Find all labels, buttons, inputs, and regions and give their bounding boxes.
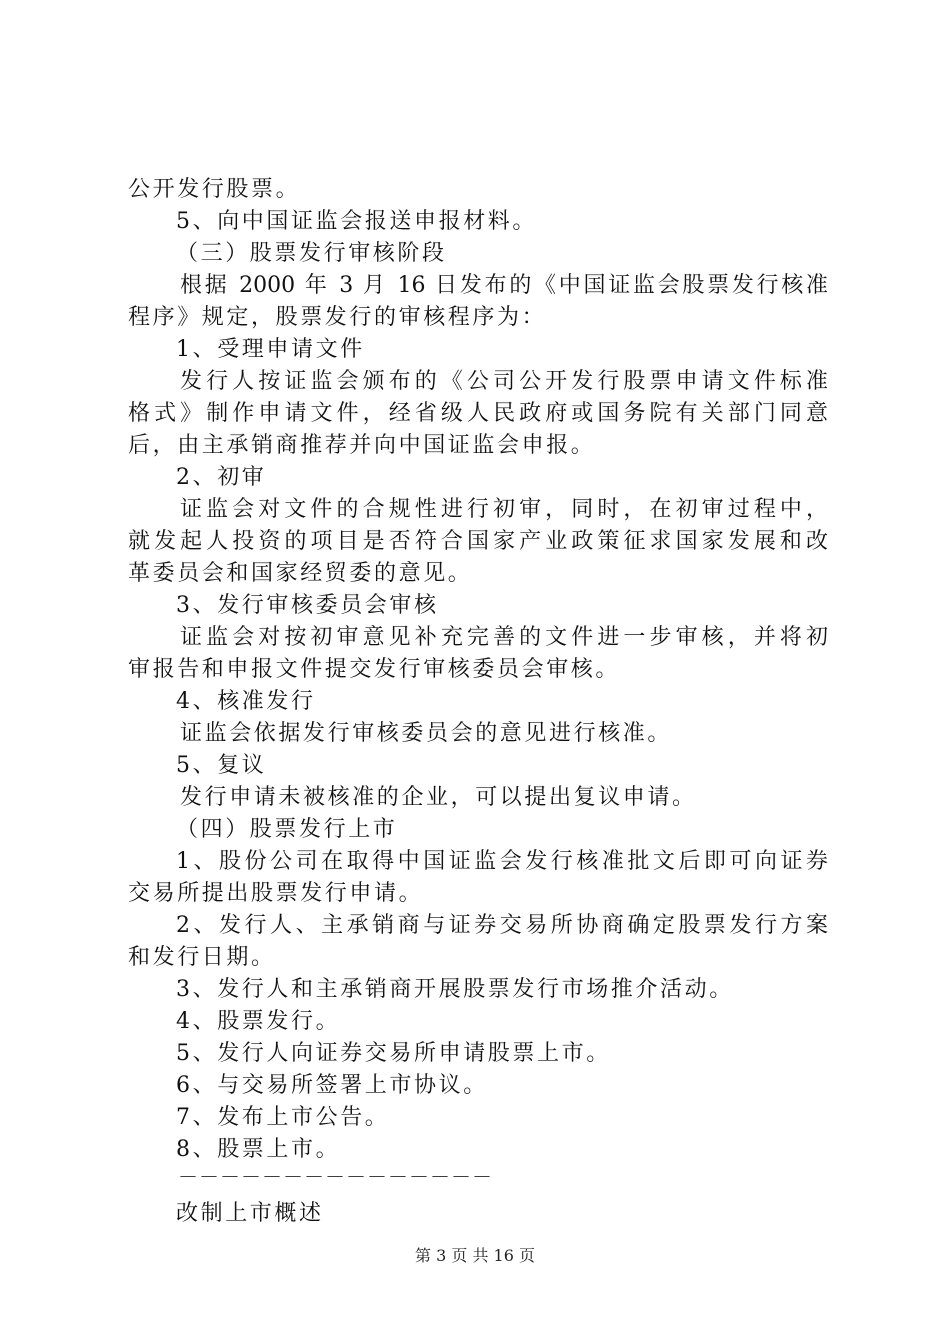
page-number-footer: 第 3 页 共 16 页: [415, 1246, 535, 1265]
subheading: 1、受理申请文件: [176, 337, 365, 362]
text-line: 7、发布上市公告。: [176, 1105, 390, 1130]
text-line: 发行申请未被核准的企业，可以提出复议申请。: [180, 785, 697, 810]
text-line: 程序》规定，股票发行的审核程序为：: [128, 305, 547, 330]
text-line: 发行人按证监会颁布的《公司公开发行股票申请文件标准: [180, 369, 828, 394]
text-line: 3、发行人和主承销商开展股票发行市场推介活动。: [176, 977, 734, 1002]
text-line: 证监会对文件的合规性进行初审，同时，在初审过程中，: [180, 497, 828, 522]
subheading: 2、初审: [176, 465, 267, 490]
text-line: 就发起人投资的项目是否符合国家产业政策征求国家发展和改: [128, 529, 828, 554]
section-heading: （四）股票发行上市: [176, 817, 398, 842]
text-line: 公开发行股票。: [128, 177, 301, 202]
section-heading: （三）股票发行审核阶段: [176, 241, 447, 266]
subheading: 3、发行审核委员会审核: [176, 593, 439, 618]
text-line: 审报告和申报文件提交发行审核委员会审核。: [128, 657, 621, 682]
text-line: 证监会对按初审意见补充完善的文件进一步审核，并将初: [180, 625, 828, 650]
closing-title: 改制上市概述: [176, 1201, 324, 1226]
text-line: 8、股票上市。: [176, 1137, 341, 1162]
text-line: 4、股票发行。: [176, 1009, 341, 1034]
subheading: 4、核准发行: [176, 689, 316, 714]
text-line: 交易所提出股票发行申请。: [128, 881, 424, 906]
text-line: 后，由主承销商推荐并向中国证监会申报。: [128, 433, 596, 458]
text-line: 5、向中国证监会报送申报材料。: [176, 209, 537, 234]
text-line: 革委员会和国家经贸委的意见。: [128, 561, 473, 586]
text-line: 5、发行人向证券交易所申请股票上市。: [176, 1041, 611, 1066]
text-line: 证监会依据发行审核委员会的意见进行核准。: [180, 721, 673, 746]
text-line: 格式》制作申请文件，经省级人民政府或国务院有关部门同意: [128, 401, 828, 426]
text-line: 2、发行人、主承销商与证券交易所协商确定股票发行方案: [176, 913, 828, 938]
text-line: 和发行日期。: [128, 945, 276, 970]
subheading: 5、复议: [176, 753, 267, 778]
text-line: 1、股份公司在取得中国证监会发行核准批文后即可向证券: [176, 849, 828, 874]
text-line: 根据 2000 年 3 月 16 日发布的《中国证监会股票发行核准: [180, 273, 828, 298]
divider-line: －－－－－－－－－－－－－－－: [178, 1165, 493, 1189]
text-line: 6、与交易所签署上市协议。: [176, 1073, 488, 1098]
